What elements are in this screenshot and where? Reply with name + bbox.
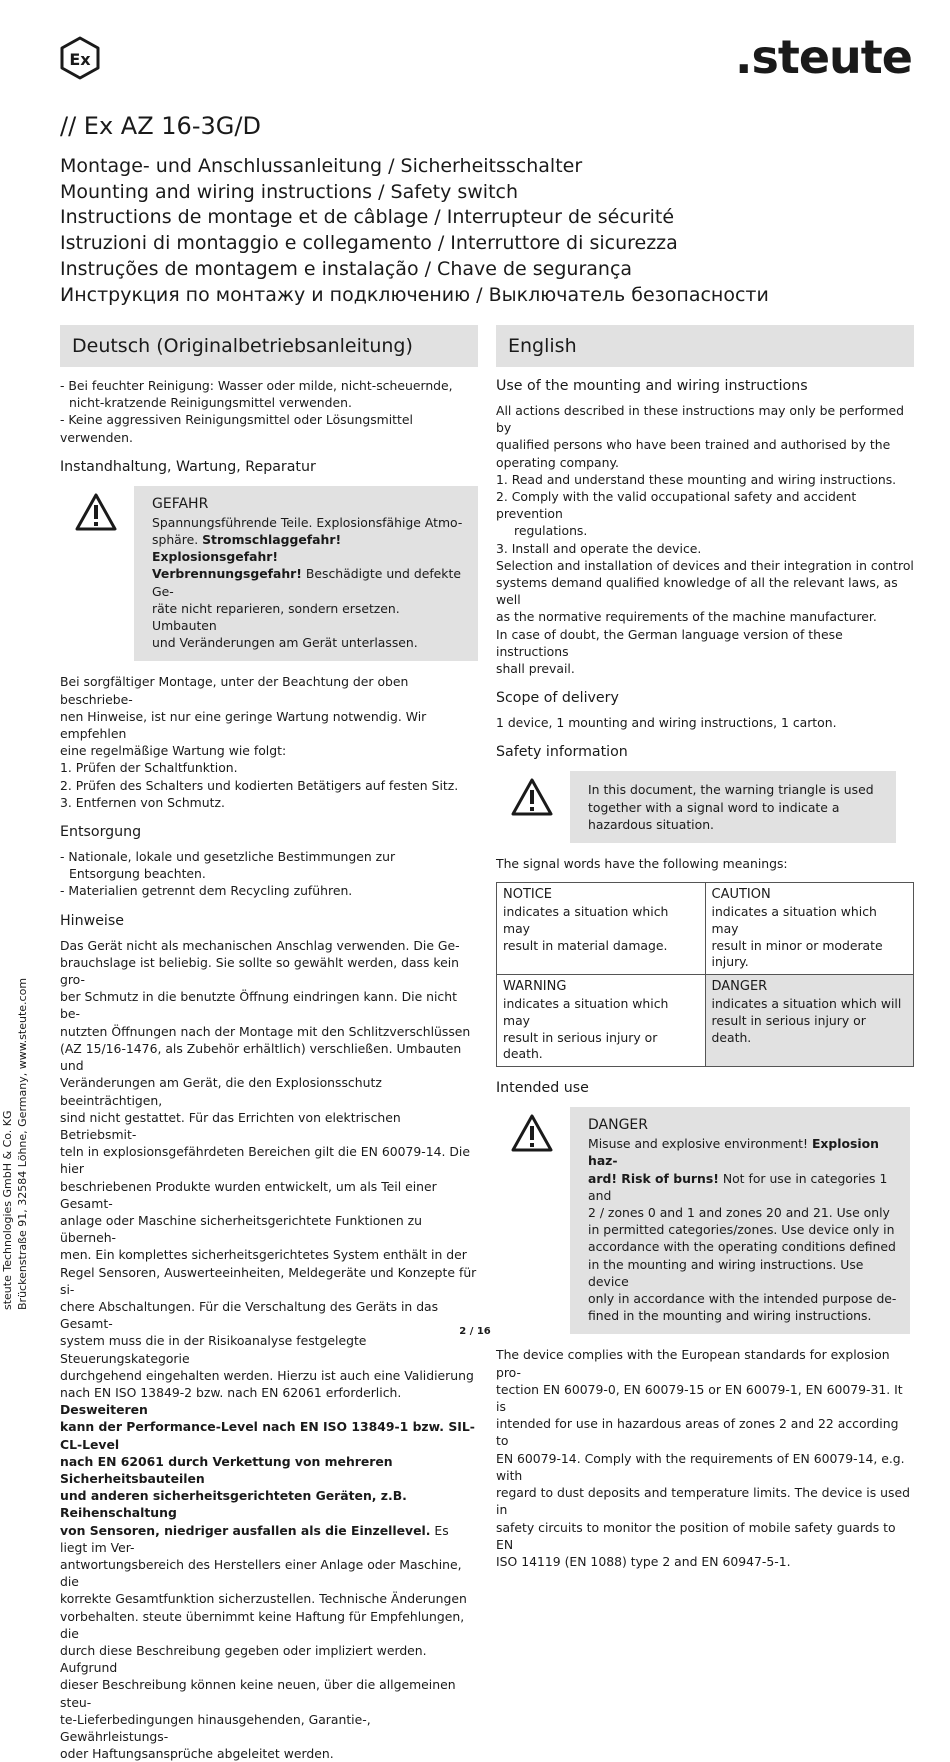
use-line: qualified persons who have been trained and authorised by the — [496, 437, 891, 453]
use-line: systems demand qualified knowledge of all the relevant laws, as well — [496, 575, 898, 608]
ex-hexagon-logo — [58, 36, 102, 80]
danger-text: fined in the mounting and wiring instructions. — [588, 1308, 872, 1324]
maintenance-line: nen Hinweise, ist nur eine geringe Wartung notwendig. Wir empfehlen — [60, 708, 427, 742]
english-column — [496, 325, 914, 1570]
notes-bold-line: nach EN 62061 durch Verkettung von mehreren Sicherheitsbauteilen — [60, 1453, 393, 1486]
intended-danger-box — [570, 1107, 910, 1334]
signal-cell-danger — [705, 975, 914, 1067]
notes-line: te-Lieferbedingungen hinausgehenden, Garantie-, Gewährleistungs- — [60, 1711, 371, 1745]
safety-box-line: hazardous situation. — [588, 816, 714, 832]
signal-desc: result in minor or moderate — [711, 937, 883, 953]
signal-desc: result in material damage. — [503, 937, 668, 953]
cleaning-line: - Keine aggressiven Reinigungsmittel oder Lösungsmittel verwenden. — [60, 412, 413, 445]
maintenance-line: Bei sorgfältiger Montage, unter der Beachtung der oben beschriebe- — [60, 674, 409, 707]
notes-line: Veränderungen am Gerät, die den Explosionsschutz beeinträchtigen, — [60, 1075, 382, 1108]
gefahr-box — [134, 486, 478, 662]
signal-word: NOTICE — [503, 887, 553, 903]
imprint-company: steute Technologies GmbH & Co. KG — [1, 1110, 14, 1310]
danger-bold: Explosion haz- — [588, 1136, 879, 1169]
use-step: 3. Install and operate the device. — [496, 540, 702, 556]
use-line: All actions described in these instructions may only be performed by — [496, 403, 904, 436]
cleaning-line: - Bei feuchter Reinigung: Wasser oder milde, nicht-scheuernde, — [60, 378, 453, 393]
use-line: Selection and installation of devices and their integration in control — [496, 557, 914, 573]
gefahr-warning — [60, 486, 478, 662]
german-section-header: Deutsch (Originalbetriebsanleitung) — [60, 325, 478, 367]
intended-line: safety circuits to monitor the position of mobile safety guards to EN — [496, 1519, 896, 1552]
intended-use-heading: Intended use — [496, 1080, 589, 1097]
intended-danger-warning — [496, 1107, 914, 1334]
notes-line: nach EN ISO 13849-2 bzw. nach EN 62061 erforderlich. — [60, 1384, 402, 1400]
notes-line: dieser Beschreibung können keine neuen, über die allgemeinen steu- — [60, 1677, 456, 1710]
signal-cell-warning — [497, 975, 706, 1067]
maintenance-step: 1. Prüfen der Schaltfunktion. — [60, 760, 238, 776]
gefahr-text: Beschädigte und defekte Ge- — [152, 566, 461, 599]
notes-line: ber Schmutz in die benutzte Öffnung eindringen kann. Die nicht be- — [60, 989, 457, 1022]
gefahr-text: sphäre. — [152, 532, 203, 548]
subtitle-de: Montage- und Anschlussanleitung / Sicherheitsschalter — [60, 155, 583, 177]
gefahr-bold: Verbrennungsgefahr! — [152, 566, 302, 582]
use-line: shall prevail. — [496, 661, 575, 677]
german-column — [60, 325, 478, 1762]
english-section-header: English — [496, 325, 914, 367]
intended-line: ISO 14119 (EN 1088) type 2 and EN 60947-5-1. — [496, 1553, 791, 1569]
notes-line: Regel Sensoren, Auswerteeinheiten, Meldegeräte und Konzepte für si- — [60, 1264, 477, 1297]
signal-desc: indicates a situation which may — [503, 996, 669, 1028]
signal-desc: indicates a situation which may — [503, 904, 669, 936]
safety-heading: Safety information — [496, 744, 628, 761]
notes-line: vorbehalten. steute übernimmt keine Haftung für Empfehlungen, die — [60, 1608, 465, 1641]
notes-bold: von Sensoren, niedriger ausfallen als die Einzellevel. — [60, 1522, 431, 1538]
signal-desc: injury. — [711, 954, 749, 970]
danger-text: in the mounting and wiring instructions. Use device — [588, 1256, 864, 1289]
notes-line: anlage oder Maschine sicherheitsgerichtete Funktionen zu überneh- — [60, 1212, 422, 1246]
company-imprint-sidebar — [0, 978, 30, 1310]
notes-line: korrekte Gesamtfunktion sicherzustellen. Technische Änderungen — [60, 1591, 467, 1607]
signal-word: DANGER — [711, 979, 768, 995]
signal-desc: result in serious injury or death. — [711, 1012, 866, 1045]
danger-title: DANGER — [588, 1117, 649, 1134]
gefahr-bold: Stromschlaggefahr! Explosionsgefahr! — [152, 532, 342, 565]
signal-word: WARNING — [503, 979, 567, 995]
safety-box-line: together with a signal word to indicate a — [588, 799, 840, 815]
disposal-line: - Nationale, lokale und gesetzliche Bestimmungen zur — [60, 849, 396, 865]
warning-triangle-icon — [74, 492, 118, 532]
signal-desc: result in serious injury or death. — [503, 1029, 658, 1062]
danger-text: accordance with the operating conditions defined — [588, 1239, 896, 1255]
danger-text: Misuse and explosive environment! — [588, 1136, 812, 1152]
signal-cell-caution — [705, 883, 914, 975]
signal-words-table — [496, 882, 914, 1067]
notes-line: beschriebenen Produkte wurden entwickelt, um als Teil einer Gesamt- — [60, 1178, 437, 1211]
warning-triangle-icon — [510, 1113, 554, 1153]
cleaning-line: nicht-kratzende Reinigungsmittel verwenden. — [69, 395, 352, 411]
notes-bold: Desweiteren — [60, 1402, 148, 1418]
notes-bold-line: kann der Performance-Level nach EN ISO 13849-1 bzw. SIL-CL-Level — [60, 1419, 475, 1452]
notes-heading: Hinweise — [60, 912, 124, 929]
subtitle-it: Istruzioni di montaggio e collegamento / Interruttore di sicurezza — [60, 232, 678, 255]
svg-text:Ex: Ex — [69, 50, 91, 69]
notes-line: durchgehend eingehalten werden. Hierzu ist auch eine Validierung — [60, 1367, 474, 1383]
signal-word: CAUTION — [711, 887, 771, 903]
scope-heading: Scope of delivery — [496, 690, 619, 707]
disposal-heading: Entsorgung — [60, 824, 142, 841]
notes-line: antwortungsbereich des Herstellers einer Anlage oder Maschine, die — [60, 1556, 462, 1590]
notes-line: system muss die in der Risikoanalyse festgelegte Steuerungskategorie — [60, 1333, 367, 1366]
imprint-address: Brückenstraße 91, 32584 Löhne, Germany, www.steute.com — [16, 977, 29, 1310]
gefahr-text: und Veränderungen am Gerät unterlassen. — [152, 635, 418, 651]
safety-info-box — [570, 771, 896, 843]
intended-line: EN 60079-14. Comply with the requirements of EN 60079-14, e.g. with — [496, 1450, 905, 1483]
danger-bold: ard! Risk of burns! — [588, 1170, 719, 1186]
page-number: 2 / 16 — [459, 1326, 491, 1337]
notes-line: (AZ 15/16-1476, als Zubehör erhältlich) verschließen. Umbauten und — [60, 1040, 462, 1074]
disposal-line: Entsorgung beachten. — [69, 866, 206, 882]
disposal-line: - Materialien getrennt dem Recycling zuführen. — [60, 883, 353, 899]
maintenance-heading: Instandhaltung, Wartung, Reparatur — [60, 458, 316, 475]
notes-line: teln in explosionsgefährdeten Bereichen gilt die EN 60079-14. Die hier — [60, 1144, 470, 1177]
danger-text: Not for use in categories 1 and — [588, 1170, 888, 1203]
notes-line: Es liegt im Ver- — [60, 1522, 449, 1555]
gefahr-text: Spannungsführende Teile. Explosionsfähige Atmo- — [152, 514, 463, 530]
subtitle-pt: Instruções de montagem e instalação / Chave de segurança — [60, 257, 633, 280]
notes-bold-line: und anderen sicherheitsgerichteten Geräten, z.B. Reihenschaltung — [60, 1488, 407, 1521]
steute-brand-logo: .steute — [735, 30, 912, 84]
maintenance-step: 2. Prüfen des Schalters und kodierten Betätigers auf festen Sitz. — [60, 777, 459, 793]
safety-info-warning — [496, 771, 914, 843]
notes-line: brauchslage ist beliebig. Sie sollte so gewählt werden, dass kein gro- — [60, 954, 460, 988]
multilingual-subtitles — [60, 154, 920, 308]
use-step: regulations. — [514, 523, 588, 539]
notes-line: sind nicht gestattet. Für das Errichten von elektrischen Betriebsmit- — [60, 1109, 401, 1142]
document-title: // Ex AZ 16-3G/D — [60, 112, 261, 140]
safety-box-line: In this document, the warning triangle is used — [588, 782, 874, 798]
subtitle-en: Mounting and wiring instructions / Safety switch — [60, 180, 519, 203]
use-line: operating company. — [496, 454, 619, 470]
maintenance-step: 3. Entfernen von Schmutz. — [60, 794, 225, 810]
use-line: as the normative requirements of the machine manufacturer. — [496, 609, 877, 625]
signal-intro: The signal words have the following meanings: — [496, 856, 788, 872]
notes-line: Das Gerät nicht als mechanischen Anschlag verwenden. Die Ge- — [60, 937, 460, 953]
signal-desc: indicates a situation which may — [711, 904, 877, 936]
notes-line: chere Abschaltungen. Für die Verschaltung des Geräts in das Gesamt- — [60, 1298, 439, 1332]
subtitle-fr: Instructions de montage et de câblage / Interrupteur de sécurité — [60, 206, 675, 229]
use-heading: Use of the mounting and wiring instructions — [496, 378, 808, 394]
signal-desc: indicates a situation which will — [711, 996, 902, 1012]
gefahr-text: räte nicht reparieren, sondern ersetzen. Umbauten — [152, 600, 400, 634]
maintenance-line: eine regelmäßige Wartung wie folgt: — [60, 743, 287, 759]
intended-line: The device complies with the European standards for explosion pro- — [496, 1347, 890, 1380]
subtitle-ru: Инструкция по монтажу и подключению / Выключатель безопасности — [60, 283, 769, 306]
intended-line: tection EN 60079-0, EN 60079-15 or EN 60079-1, EN 60079-31. It is — [496, 1381, 903, 1415]
intended-line: regard to dust deposits and temperature limits. The device is used in — [496, 1485, 910, 1518]
notes-line: men. Ein komplettes sicherheitsgerichtetes System enthält in der — [60, 1247, 467, 1263]
use-step: 2. Comply with the valid occupational safety and accident prevention — [496, 489, 857, 522]
use-line: In case of doubt, the German language version of these instructions — [496, 626, 843, 659]
signal-cell-notice — [497, 883, 706, 975]
danger-text: in permitted categories/zones. Use device only in — [588, 1222, 895, 1238]
danger-text: 2 / zones 0 and 1 and zones 20 and 21. Use only — [588, 1205, 890, 1221]
notes-line: oder Haftungsansprüche abgeleitet werden. — [60, 1746, 334, 1762]
notes-line: nutzten Öffnungen nach der Montage mit den Schlitzverschlüssen — [60, 1023, 471, 1039]
intended-line: intended for use in hazardous areas of zones 2 and 22 according to — [496, 1416, 899, 1449]
gefahr-title: GEFAHR — [152, 495, 209, 512]
scope-text: 1 device, 1 mounting and wiring instructions, 1 carton. — [496, 715, 837, 731]
use-step: 1. Read and understand these mounting and wiring instructions. — [496, 471, 897, 487]
warning-triangle-icon — [510, 777, 554, 817]
danger-text: only in accordance with the intended purpose de- — [588, 1291, 897, 1307]
notes-line: durch diese Beschreibung gegeben oder impliziert werden. Aufgrund — [60, 1643, 427, 1676]
